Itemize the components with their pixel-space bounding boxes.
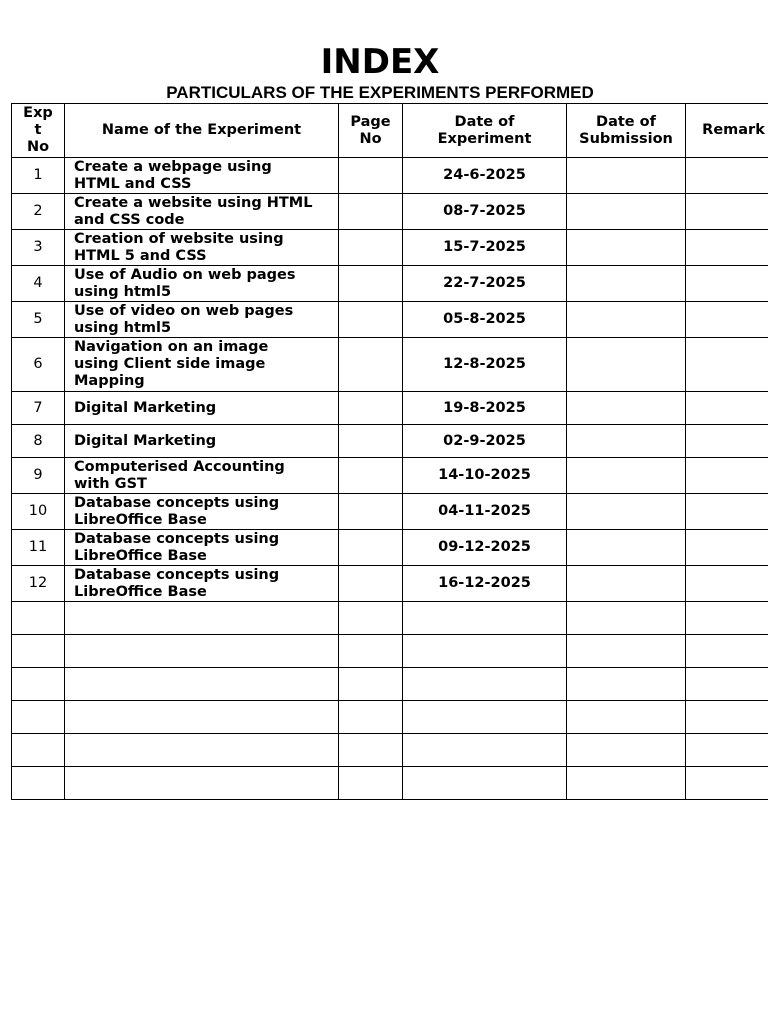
cell-exp-no <box>12 668 65 701</box>
name-line: using Client side image <box>74 356 266 372</box>
name-line: LibreOffice Base <box>74 547 207 564</box>
cell-page-no <box>339 701 403 734</box>
cell-date-of-experiment: 04-11-2025 <box>403 494 567 530</box>
cell-date-of-submission <box>567 266 686 302</box>
header-exp-no-line1: Exp <box>23 105 53 121</box>
page-title: INDEX <box>320 42 440 82</box>
cell-page-no <box>339 530 403 566</box>
cell-experiment-name <box>65 635 339 668</box>
header-date-sub-line2: Submission <box>579 130 673 147</box>
cell-date-of-experiment <box>403 734 567 767</box>
table-row <box>12 266 768 302</box>
cell-date-of-submission <box>567 767 686 800</box>
cell-page-no <box>339 734 403 767</box>
cell-page-no <box>339 392 403 425</box>
cell-remark <box>686 392 768 425</box>
empty-table-row <box>12 602 768 635</box>
cell-date-of-submission <box>567 158 686 194</box>
table-header-row <box>12 104 768 158</box>
cell-remark <box>686 338 768 392</box>
cell-page-no <box>339 302 403 338</box>
cell-exp-no <box>12 602 65 635</box>
header-date-exp-line1: Date of <box>454 113 515 130</box>
cell-remark <box>686 425 768 458</box>
cell-remark <box>686 530 768 566</box>
name-line: LibreOffice Base <box>74 511 207 528</box>
table-row <box>12 425 768 458</box>
cell-page-no <box>339 494 403 530</box>
cell-experiment-name <box>65 668 339 701</box>
name-line: Navigation on an image <box>74 339 269 355</box>
cell-date-of-experiment <box>403 701 567 734</box>
header-date-sub-line1: Date of <box>596 113 656 130</box>
header-remark: Remark <box>686 104 768 158</box>
cell-date-of-submission <box>567 338 686 392</box>
cell-date-of-submission <box>567 494 686 530</box>
header-page-no-line2: No <box>359 130 382 147</box>
table-row <box>12 392 768 425</box>
cell-experiment-name <box>65 230 339 266</box>
cell-exp-no: 12 <box>12 566 65 602</box>
cell-experiment-name <box>65 302 339 338</box>
cell-experiment-name <box>65 494 339 530</box>
cell-exp-no: 2 <box>12 194 65 230</box>
cell-date-of-submission <box>567 194 686 230</box>
cell-remark <box>686 767 768 800</box>
cell-exp-no: 3 <box>12 230 65 266</box>
name-line: HTML and CSS <box>74 175 192 192</box>
table-row <box>12 230 768 266</box>
cell-date-of-experiment: 19-8-2025 <box>403 392 567 425</box>
name-line: Database concepts using <box>74 566 280 583</box>
cell-page-no <box>339 635 403 668</box>
cell-date-of-submission <box>567 458 686 494</box>
cell-date-of-experiment <box>403 602 567 635</box>
table-row <box>12 530 768 566</box>
name-line: Use of Audio on web pages <box>74 266 296 283</box>
empty-table-row <box>12 635 768 668</box>
cell-date-of-experiment: 09-12-2025 <box>403 530 567 566</box>
cell-date-of-experiment <box>403 668 567 701</box>
cell-exp-no: 7 <box>12 392 65 425</box>
cell-remark <box>686 635 768 668</box>
cell-experiment-name <box>65 530 339 566</box>
cell-experiment-name <box>65 602 339 635</box>
cell-date-of-submission <box>567 230 686 266</box>
header-page-no <box>339 104 403 158</box>
empty-table-row <box>12 701 768 734</box>
name-line: Create a website using HTML <box>74 194 313 211</box>
cell-date-of-experiment: 12-8-2025 <box>403 338 567 392</box>
cell-remark <box>686 230 768 266</box>
cell-remark <box>686 266 768 302</box>
cell-date-of-submission <box>567 668 686 701</box>
cell-exp-no: 11 <box>12 530 65 566</box>
cell-date-of-submission <box>567 635 686 668</box>
name-line: Create a webpage using <box>74 158 272 175</box>
cell-page-no <box>339 602 403 635</box>
cell-remark <box>686 566 768 602</box>
header-date-of-experiment <box>403 104 567 158</box>
table-row <box>12 158 768 194</box>
empty-table-row <box>12 767 768 800</box>
cell-exp-no <box>12 635 65 668</box>
experiments-index-table <box>11 103 768 800</box>
header-page-no-line1: Page <box>350 113 391 130</box>
empty-table-row <box>12 668 768 701</box>
header-date-exp-line2: Experiment <box>437 130 532 147</box>
name-line: using html5 <box>74 319 172 336</box>
cell-page-no <box>339 338 403 392</box>
cell-remark <box>686 302 768 338</box>
cell-remark <box>686 194 768 230</box>
cell-date-of-experiment: 08-7-2025 <box>403 194 567 230</box>
cell-page-no <box>339 266 403 302</box>
header-date-of-submission <box>567 104 686 158</box>
cell-exp-no: 8 <box>12 425 65 458</box>
name-line: Database concepts using <box>74 494 280 511</box>
cell-date-of-submission <box>567 734 686 767</box>
cell-experiment-name <box>65 158 339 194</box>
cell-date-of-submission <box>567 392 686 425</box>
name-line: Use of video on web pages <box>74 302 294 319</box>
cell-remark <box>686 734 768 767</box>
name-line: Digital Marketing <box>74 432 217 449</box>
cell-page-no <box>339 230 403 266</box>
cell-exp-no: 10 <box>12 494 65 530</box>
table-body <box>12 158 768 800</box>
cell-page-no <box>339 566 403 602</box>
cell-date-of-experiment <box>403 767 567 800</box>
cell-exp-no: 5 <box>12 302 65 338</box>
name-line: HTML 5 and CSS <box>74 247 207 264</box>
cell-remark <box>686 458 768 494</box>
cell-experiment-name <box>65 338 339 392</box>
cell-date-of-submission <box>567 701 686 734</box>
cell-experiment-name <box>65 194 339 230</box>
header-exp-no <box>12 104 65 158</box>
cell-exp-no <box>12 767 65 800</box>
name-line: Computerised Accounting <box>74 458 285 475</box>
cell-experiment-name <box>65 266 339 302</box>
table-row <box>12 566 768 602</box>
name-line: and CSS code <box>74 211 185 228</box>
cell-page-no <box>339 158 403 194</box>
cell-date-of-experiment: 24-6-2025 <box>403 158 567 194</box>
name-line: Mapping <box>74 373 145 389</box>
table-row <box>12 338 768 392</box>
cell-remark <box>686 668 768 701</box>
page-subtitle: PARTICULARS OF THE EXPERIMENTS PERFORMED <box>166 83 594 102</box>
cell-date-of-submission <box>567 602 686 635</box>
cell-exp-no: 1 <box>12 158 65 194</box>
cell-page-no <box>339 458 403 494</box>
cell-exp-no <box>12 734 65 767</box>
header-name: Name of the Experiment <box>65 104 339 158</box>
cell-date-of-submission <box>567 302 686 338</box>
cell-exp-no: 9 <box>12 458 65 494</box>
cell-experiment-name <box>65 425 339 458</box>
cell-date-of-experiment: 02-9-2025 <box>403 425 567 458</box>
cell-experiment-name <box>65 767 339 800</box>
cell-date-of-submission <box>567 530 686 566</box>
cell-experiment-name <box>65 566 339 602</box>
table-row <box>12 458 768 494</box>
name-line: using html5 <box>74 283 172 300</box>
table-row <box>12 494 768 530</box>
header-exp-no-line2: t <box>34 122 42 138</box>
cell-date-of-experiment: 14-10-2025 <box>403 458 567 494</box>
cell-date-of-experiment: 05-8-2025 <box>403 302 567 338</box>
name-line: Database concepts using <box>74 530 280 547</box>
cell-remark <box>686 602 768 635</box>
cell-remark <box>686 701 768 734</box>
cell-date-of-experiment: 22-7-2025 <box>403 266 567 302</box>
table-row <box>12 302 768 338</box>
name-line: Digital Marketing <box>74 399 217 416</box>
cell-page-no <box>339 668 403 701</box>
cell-experiment-name <box>65 392 339 425</box>
name-line: LibreOffice Base <box>74 583 207 600</box>
table-row <box>12 194 768 230</box>
cell-remark <box>686 158 768 194</box>
empty-table-row <box>12 734 768 767</box>
header-exp-no-line3: No <box>26 139 50 155</box>
cell-experiment-name <box>65 701 339 734</box>
cell-date-of-experiment <box>403 635 567 668</box>
cell-date-of-submission <box>567 566 686 602</box>
cell-page-no <box>339 194 403 230</box>
cell-experiment-name <box>65 458 339 494</box>
cell-exp-no: 4 <box>12 266 65 302</box>
cell-date-of-experiment: 15-7-2025 <box>403 230 567 266</box>
cell-experiment-name <box>65 734 339 767</box>
cell-exp-no <box>12 701 65 734</box>
name-line: Creation of website using <box>74 230 284 247</box>
name-line: with GST <box>74 475 147 492</box>
cell-date-of-submission <box>567 425 686 458</box>
cell-exp-no: 6 <box>12 338 65 392</box>
cell-date-of-experiment: 16-12-2025 <box>403 566 567 602</box>
cell-page-no <box>339 425 403 458</box>
cell-page-no <box>339 767 403 800</box>
cell-remark <box>686 494 768 530</box>
